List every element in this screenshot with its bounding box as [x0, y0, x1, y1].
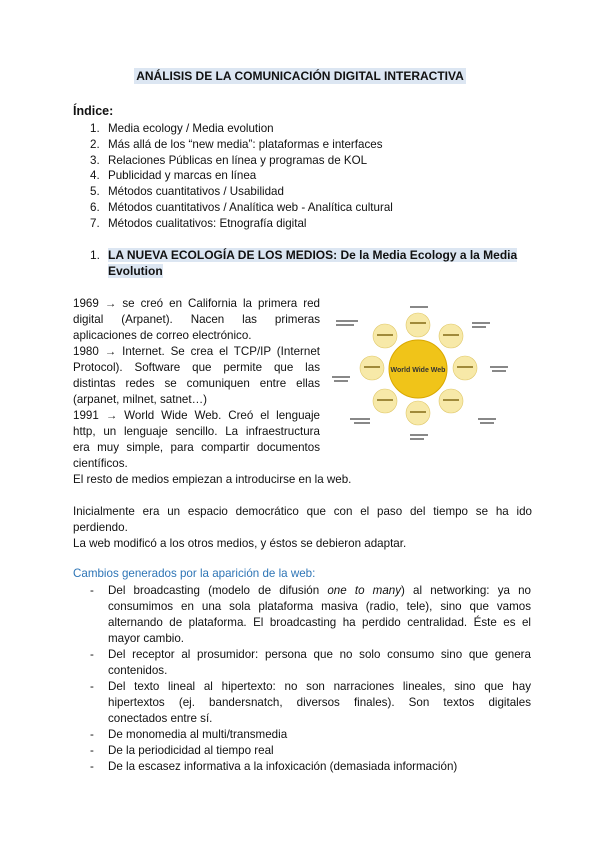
index-item: 7. Métodos cualitativos: Etnografía digital [90, 216, 307, 230]
section-1-heading: 1. LA NUEVA ECOLOGÍA DE LOS MEDIOS: De la Media Ecology a la Media Evolution [90, 248, 518, 278]
history-paragraph: 1969 → se creó en California la primera red digital (Arpanet). Nacen las primeras aplicaciones de correo electrónico. 1980 → Internet. Se crea el TCP/IP (Internet Protocol). Software que permite que las distintas redes se comuniquen entre ellas (arpanet, milnet, satnet…) 1991 → World Wide Web. Creó el lenguaje http, un lenguaje sencillo. La infraestructura era muy simple, para compartir documentos científicos. [73, 297, 320, 470]
www-diagram [330, 300, 530, 460]
index-item: 1. Media ecology / Media evolution [90, 122, 274, 135]
index-item: 5. Métodos cuantitativos / Usabilidad [90, 185, 284, 199]
diagram-petal [406, 313, 430, 337]
history-end: El resto de medios empiezan a introducirse en la web. [73, 473, 352, 486]
list-item: - De la escasez informativa a la infoxicación (demasiada información) [90, 760, 458, 773]
diagram-center-label: World Wide Web [390, 367, 446, 374]
list-item: - De monomedia al multi/transmedia [90, 728, 288, 741]
list-item: - De la periodicidad al tiempo real [90, 744, 274, 757]
list-item: - Del broadcasting (modelo de difusión one to many) al networking: ya no consumimos en una sola plataforma masiva (radio, tele), sino que vamos alternando de plataforma. El broadcasting ha perdido centralidad. Éste es el mayor cambio. [90, 584, 531, 645]
changes-subtitle: Cambios generados por la aparición de la web: [73, 567, 316, 580]
index-item: 2. Más allá de los “new media”: plataformas e interfaces [90, 137, 383, 151]
index-list [73, 121, 493, 232]
list-item: - Del receptor al prosumidor: persona que no solo consumo sino que genera contenidos. [90, 648, 531, 677]
document-title: ANÁLISIS DE LA COMUNICACIÓN DIGITAL INTERACTIVA [136, 69, 464, 83]
index-heading: Índice: [73, 104, 114, 118]
index-item: 6. Métodos cuantitativos / Analítica web - Analítica cultural [90, 200, 393, 214]
intro-paragraph: Inicialmente era un espacio democrático que con el paso del tiempo se ha ido perdiendo. La web modificó a los otros medios, y éstos se debieron adaptar. [73, 505, 532, 550]
list-item: - Del texto lineal al hipertexto: no son narraciones lineales, sino que hay hipertextos (ej. bandersnatch, diversos finales). Son textos digitales conectados entre sí. [90, 680, 531, 725]
index-item: 3. Relaciones Públicas en línea y programas de KOL [90, 153, 368, 167]
changes-list [90, 583, 531, 775]
index-item: 4. Publicidad y marcas en línea [90, 169, 257, 183]
